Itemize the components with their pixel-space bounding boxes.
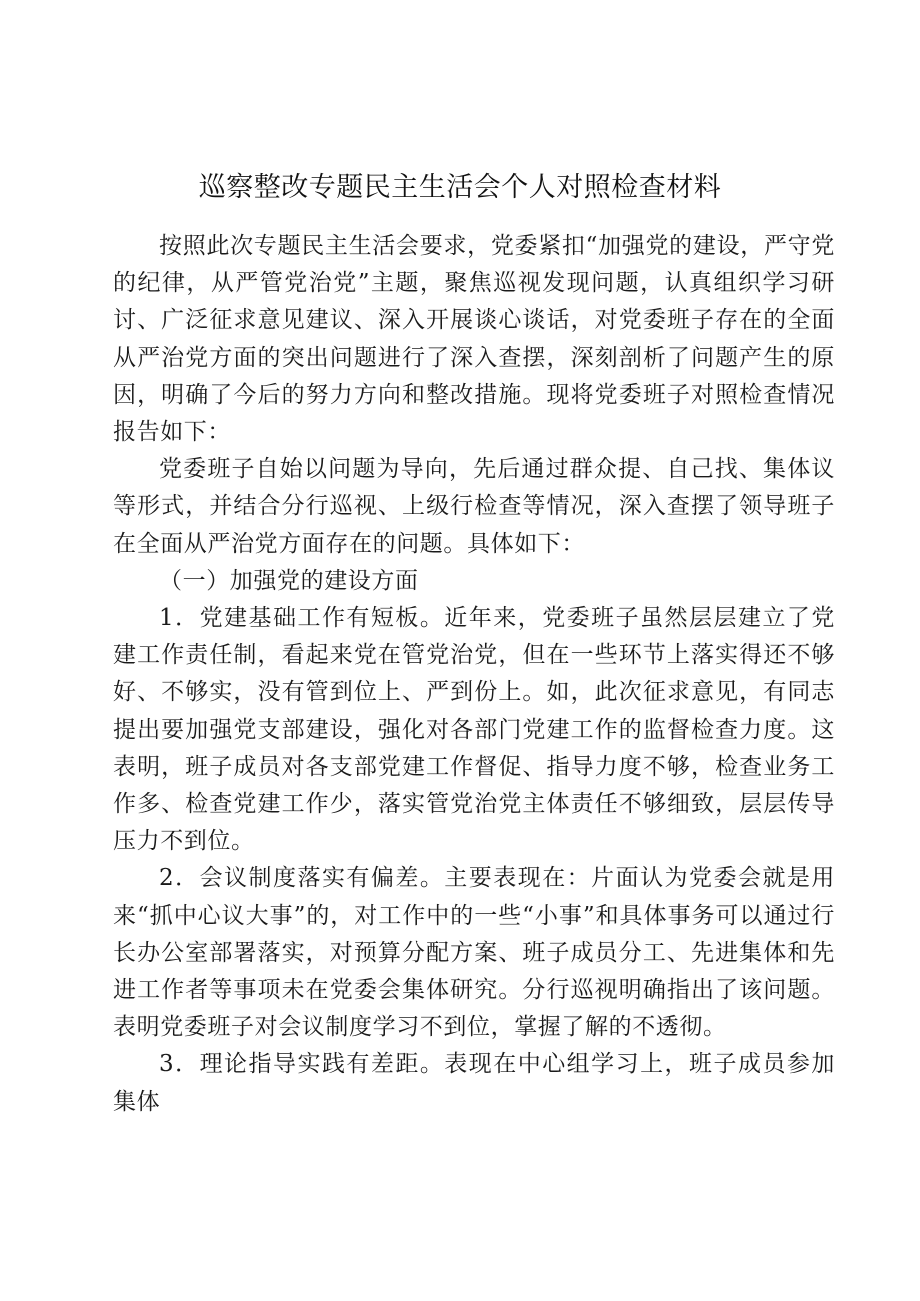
document-body — [113, 228, 835, 1121]
item-party-building: 1．党建基础工作有短板。近年来，党委班子虽然层层建立了党建工作责任制，看起来党在管党治党，但在一些环节上落实得还不够好、不够实，没有管到位上、严到份上。如，此次征求意见，有同志提出要加强党支部建设，强化对各部门党建工作的监督检查力度。这表明，班子成员对各支部党建工作督促、指导力度不够，检查业务工作多、检查党建工作少，落实管党治党主体责任不够细致，层层传导压力不到位。 — [113, 605, 835, 855]
document-title: 巡察整改专题民主生活会个人对照检查材料 — [198, 172, 722, 203]
section-heading: （一）加强党的建设方面 — [159, 567, 419, 594]
overview-paragraph: 党委班子自始以问题为导向，先后通过群众提、自己找、集体议等形式，并结合分行巡视、上级行检查等情况，深入查摆了领导班子在全面从严治党方面存在的问题。具体如下： — [113, 456, 835, 557]
item-theory-practice: 3．理论指导实践有差距。表现在中心组学习上，班子成员参加集体 — [113, 1051, 835, 1115]
item-meeting-system: 2．会议制度落实有偏差。主要表现在：片面认为党委会就是用来“抓中心议大事”的，对工作中的一些“小事”和具体事务可以通过行长办公室部署落实，对预算分配方案、班子成员分工、先进集体和先进工作者等事项未在党委会集体研究。分行巡视明确指出了该问题。表明党委班子对会议制度学习不到位，掌握了解的不透彻。 — [113, 865, 835, 1041]
intro-paragraph: 按照此次专题民主生活会要求，党委紧扣“加强党的建设，严守党的纪律，从严管党治党”主题，聚焦巡视发现问题，认真组织学习研讨、广泛征求意见建议、深入开展谈心谈话，对党委班子存在的全面从严治党方面的突出问题进行了深入查摆，深刻剖析了问题产生的原因，明确了今后的努力方向和整改措施。现将党委班子对照检查情况报告如下： — [113, 233, 835, 446]
